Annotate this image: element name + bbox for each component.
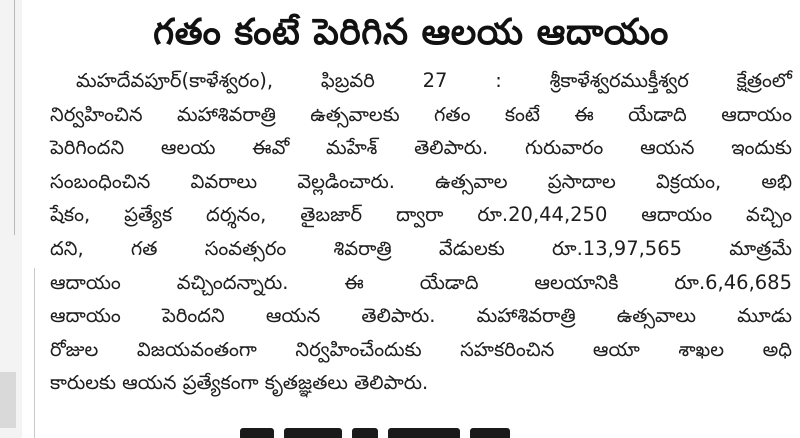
- article-line: దని, గత సంవత్సరం శివరాత్రి వేడులకు రూ.13,97,565 మాత్రమే: [50, 236, 792, 260]
- article-headline: గతం కంటే పెరిగిన ఆలయ ఆదాయం: [153, 12, 669, 53]
- next-headline-fragment: [240, 428, 570, 438]
- article-line: పెరిగిందని ఆలయ ఈవో మహేశ్ తెలిపారు. గురువారం ఆయన ఇందుకు: [50, 136, 792, 160]
- article-body: [50, 64, 792, 400]
- previous-article-text-fragment: [88, 0, 648, 6]
- article-line: రోజుల విజయవంతంగా నిర్వహించేందుకు సహకరించిన ఆయా శాఖల అధి: [50, 337, 792, 361]
- article-line: ఆదాయం పెరిందని ఆయన తెలిపారు. మహాశివరాత్రి ఉత్సవాలు మూడు: [50, 304, 792, 328]
- article-line: నిర్వహించిన మహాశివరాత్రి ఉత్సవాలకు గతం కంటే ఈ యేడాది ఆదాయం: [50, 102, 792, 126]
- article-line: ఆదాయం వచ్చిందన్నారు. ఈ యేడాది ఆలయానికి రూ.6,46,685: [50, 270, 792, 294]
- article-line: కారులకు ఆయన ప్రత్యేకంగా కృతజ్ఞతలు తెలిపారు.: [50, 371, 429, 395]
- article-line: షేకం, ప్రత్యేక దర్శనం, తైబజార్ ద్వారా రూ.20,44,250 ఆదాయం వచ్చిం: [50, 203, 792, 227]
- article-line: మహదేవపూర్(కాళేశ్వరం), ఫిబ్రవరి 27 : శ్రీకాళేశ్వరముక్తీశ్వర క్షేత్రంలో: [76, 69, 792, 92]
- column-divider-lower: [34, 268, 35, 438]
- column-divider: [14, 0, 15, 235]
- adjacent-image-fragment: [0, 372, 16, 428]
- article-line: సంబంధించిన వివరాలు వెల్లడించారు. ఉత్సవాల ప్రసాదాల విక్రయం, అభి: [50, 169, 792, 193]
